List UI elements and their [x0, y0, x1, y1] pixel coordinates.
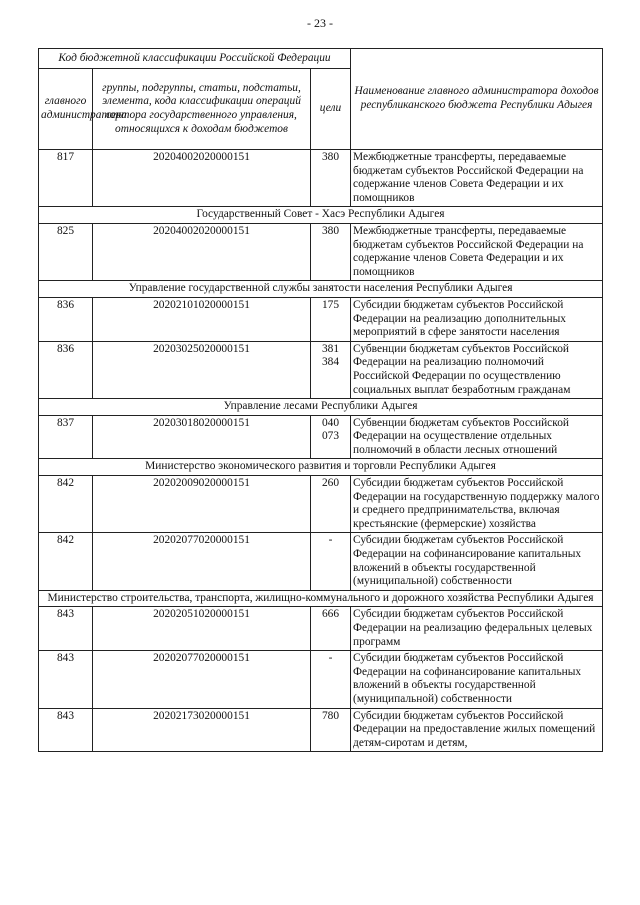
purpose-code: 380	[321, 151, 340, 163]
admin-code: 843	[39, 607, 93, 651]
table-row	[39, 223, 603, 280]
section-title: Министерство экономического развития и торговли Республики Адыгея	[39, 459, 603, 476]
admin-code: 836	[39, 341, 93, 398]
classification-code: 20204002020000151	[93, 150, 311, 207]
section-title: Управление лесами Республики Адыгея	[39, 399, 603, 416]
administrator-description: Межбюджетные трансферты, передаваемые бюджетам субъектов Российской Федерации на содержание членов Совета Федерации и их помощников	[351, 150, 603, 207]
purpose-code: 175	[321, 298, 340, 311]
administrator-description: Субсидии бюджетам субъектов Российской Федерации на реализацию федеральных целевых программ	[351, 607, 603, 651]
admin-code: 817	[39, 150, 93, 207]
header-name-column: Наименование главного администратора доходов республиканского бюджета Республики Адыгея	[351, 49, 603, 150]
administrator-description: Субсидии бюджетам субъектов Российской Федерации на государственную поддержку малого и среднего предпринимательства, включая крестьянские (фермерские) хозяйства	[351, 476, 603, 533]
administrator-description: Субвенции бюджетам субъектов Российской Федерации на осуществление отдельных полномочий в области лесных отношений	[351, 415, 603, 459]
classification-code: 20203025020000151	[93, 341, 311, 398]
admin-code: 837	[39, 415, 93, 459]
classification-code: 20202173020000151	[93, 708, 311, 752]
admin-code: 843	[39, 708, 93, 752]
section-header	[39, 399, 603, 416]
purpose-code: 380	[321, 224, 340, 237]
table-row	[39, 150, 603, 207]
purpose-code: 260	[321, 477, 340, 490]
administrator-description: Субвенции бюджетам субъектов Российской Федерации на реализацию полномочий Российской Федерации по осуществлению социальных выплат безработным гражданам	[351, 341, 603, 398]
classification-code: 20204002020000151	[93, 223, 311, 280]
classification-code: 20202009020000151	[93, 476, 311, 533]
classification-code: 20202051020000151	[93, 607, 311, 651]
purpose-code: 780	[321, 709, 340, 722]
purpose-codes	[311, 341, 351, 398]
budget-classification-table	[38, 48, 603, 752]
table-row	[39, 415, 603, 459]
purpose-codes	[311, 415, 351, 459]
classification-code: 20202077020000151	[93, 651, 311, 708]
administrator-description: Субсидии бюджетам субъектов Российской Федерации на предоставление жилых помещений детям-сиротам и детям,	[351, 708, 603, 752]
purpose-code: -	[328, 652, 333, 665]
purpose-codes	[311, 476, 351, 533]
table-row	[39, 708, 603, 752]
purpose-code: 040	[321, 416, 340, 429]
purpose-codes	[311, 533, 351, 590]
section-title: Управление государственной службы занятости населения Республики Адыгея	[39, 281, 603, 298]
admin-code: 843	[39, 651, 93, 708]
table-row	[39, 533, 603, 590]
purpose-code: 666	[321, 608, 340, 621]
purpose-codes	[311, 297, 351, 341]
classification-code: 20202101020000151	[93, 297, 311, 341]
administrator-description: Субсидии бюджетам субъектов Российской Федерации на софинансирование капитальных вложений в объекты государственной (муниципальной) собственности	[351, 533, 603, 590]
purpose-codes	[311, 607, 351, 651]
administrator-description: Субсидии бюджетам субъектов Российской Федерации на реализацию дополнительных мероприятий в сфере занятости населения	[351, 297, 603, 341]
purpose-code: 384	[321, 356, 340, 369]
purpose-codes	[311, 150, 351, 207]
admin-code: 842	[39, 476, 93, 533]
purpose-codes	[311, 223, 351, 280]
admin-code: 842	[39, 533, 93, 590]
section-title: Министерство строительства, транспорта, жилищно-коммунального и дорожного хозяйства Республики Адыгея	[39, 590, 603, 607]
purpose-codes	[311, 708, 351, 752]
header-group-column: группы, подгруппы, статьи, подстатьи, элемента, кода классификации операций сектора государственного управления, относящихся к доходам бюджетов	[93, 69, 311, 150]
header-classification: Код бюджетной классификации Российской Федерации	[39, 49, 351, 69]
table-row	[39, 607, 603, 651]
admin-code: 836	[39, 297, 93, 341]
purpose-code: 381	[321, 342, 340, 355]
purpose-code: 073	[321, 430, 340, 443]
purpose-codes	[311, 651, 351, 708]
section-header	[39, 281, 603, 298]
table-row	[39, 341, 603, 398]
table-row	[39, 297, 603, 341]
section-header	[39, 590, 603, 607]
administrator-description: Межбюджетные трансферты, передаваемые бюджетам субъектов Российской Федерации на содержание членов Совета Федерации и их помощников	[351, 223, 603, 280]
table-row	[39, 476, 603, 533]
admin-code: 825	[39, 223, 93, 280]
header-admin-column: главного администратора	[39, 69, 93, 150]
administrator-description: Субсидии бюджетам субъектов Российской Федерации на софинансирование капитальных вложений в объекты государственной (муниципальной) собственности	[351, 651, 603, 708]
table-body	[39, 150, 603, 752]
purpose-code: -	[328, 534, 333, 547]
section-title: Государственный Совет - Хасэ Республики Адыгея	[39, 207, 603, 224]
section-header	[39, 459, 603, 476]
page-number: - 23 -	[307, 16, 333, 30]
classification-code: 20202077020000151	[93, 533, 311, 590]
section-header	[39, 207, 603, 224]
classification-code: 20203018020000151	[93, 415, 311, 459]
table-row	[39, 651, 603, 708]
header-purpose-column: цели	[311, 69, 351, 150]
